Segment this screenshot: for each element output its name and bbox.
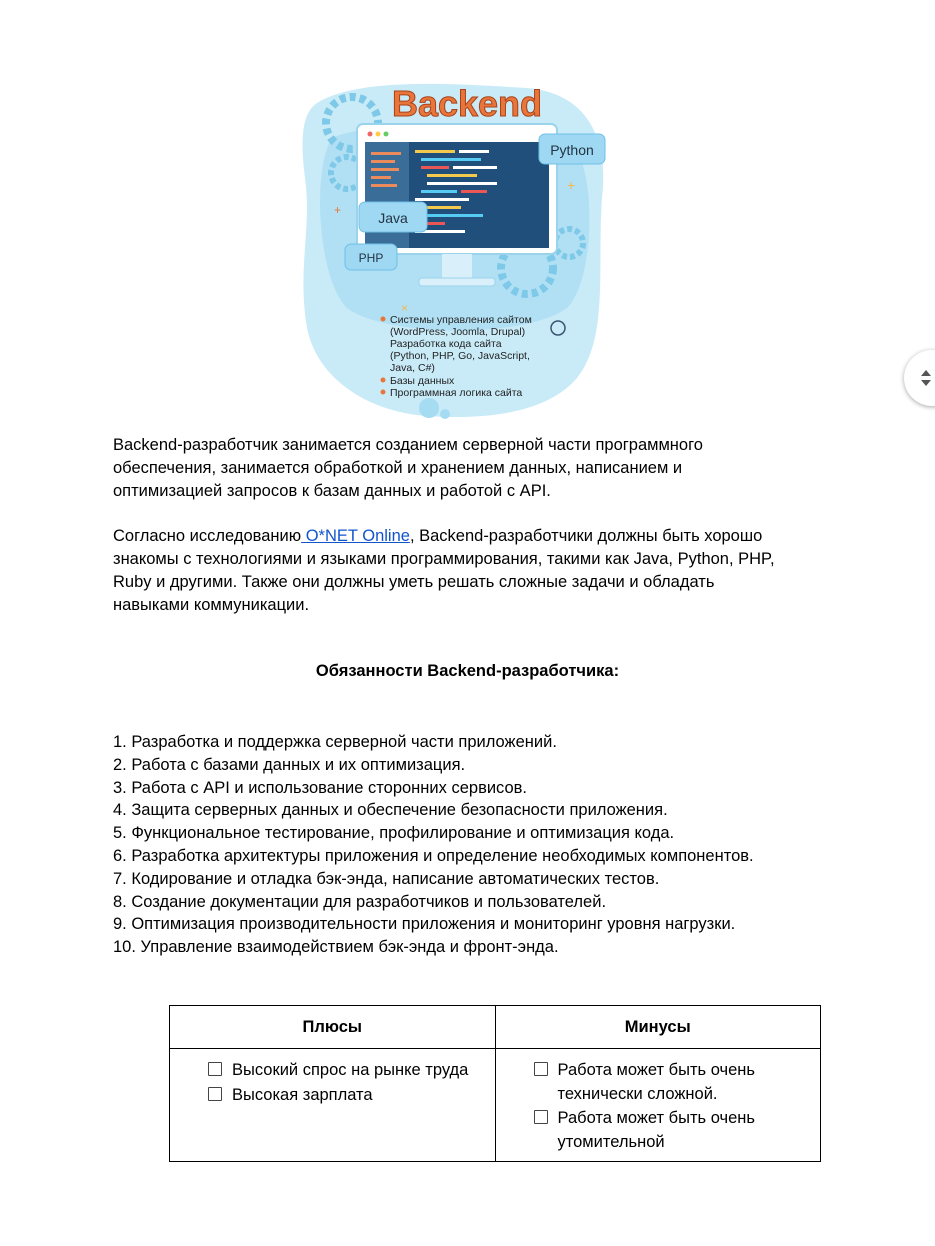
- chevron-down-icon: [921, 380, 931, 386]
- scroll-navigation-button[interactable]: [904, 350, 935, 406]
- checkbox[interactable]: [534, 1110, 548, 1124]
- cons-item: Работа может быть очень технически сложной.: [534, 1059, 815, 1106]
- list-item: 2. Работа с базами данных и их оптимизация.: [113, 755, 466, 774]
- checkbox[interactable]: [208, 1087, 222, 1101]
- list-item: 10. Управление взаимодействием бэк-энда и фронт-энда.: [113, 938, 559, 957]
- hero-bullets: [381, 314, 532, 399]
- svg-text:+: +: [334, 203, 342, 217]
- cons-cell: [495, 1049, 821, 1162]
- list-item: 8. Создание документации для разработчиков и пользователей.: [113, 892, 607, 911]
- pros-cell: [170, 1049, 496, 1162]
- cons-header: Минусы: [495, 1006, 821, 1049]
- duties-list: [113, 731, 833, 959]
- onet-online-link[interactable]: O*NET Online: [301, 527, 410, 545]
- pros-item: Высокая зарплата: [208, 1084, 489, 1108]
- pros-cons-table: [169, 1005, 821, 1162]
- svg-text:(Python, PHP, Go, JavaScript,: (Python, PHP, Go, JavaScript,: [390, 350, 530, 362]
- checkbox[interactable]: [534, 1062, 548, 1076]
- list-item: 9. Оптимизация производительности приложения и мониторинг уровня нагрузки.: [113, 915, 736, 934]
- svg-text:+: +: [567, 177, 576, 193]
- svg-text:Базы данных: Базы данных: [390, 375, 455, 387]
- chevron-up-icon: [921, 370, 931, 376]
- hero-title: Backend: [391, 83, 543, 124]
- list-item: 5. Функциональное тестирование, профилирование и оптимизация кода.: [113, 824, 675, 843]
- java-badge-label: Java: [378, 210, 408, 226]
- cons-item: Работа может быть очень утомительной: [534, 1107, 815, 1154]
- list-item: 7. Кодирование и отладка бэк-энда, написание автоматических тестов.: [113, 869, 660, 888]
- list-item: 4. Защита серверных данных и обеспечение безопасности приложения.: [113, 801, 668, 820]
- svg-text:Системы управления сайтом: Системы управления сайтом: [390, 314, 532, 326]
- php-badge-label: PHP: [358, 251, 384, 265]
- duties-heading: Обязанности Backend-разработчика:: [315, 662, 620, 680]
- list-item: 6. Разработка архитектуры приложения и определение необходимых компонентов.: [113, 846, 754, 865]
- list-item: 3. Работа с API и использование сторонних сервисов.: [113, 778, 528, 797]
- svg-text:Java, C#): Java, C#): [390, 362, 435, 374]
- backend-illustration: [297, 78, 610, 420]
- python-badge-label: Python: [550, 142, 594, 158]
- svg-text:Разработка кода сайта: Разработка кода сайта: [390, 338, 502, 350]
- monitor-stand: [419, 278, 495, 286]
- checkbox[interactable]: [208, 1062, 222, 1076]
- svg-text:(WordPress, Joomla, Drupal): (WordPress, Joomla, Drupal): [390, 326, 526, 338]
- backend-illustration-svg: [297, 78, 610, 420]
- pros-header: Плюсы: [170, 1006, 496, 1049]
- pros-item: Высокий спрос на рынке труда: [208, 1059, 489, 1083]
- research-paragraph: Согласно исследованию O*NET Online, Backend-разработчики должны быть хорошо знакомы с технологиями и языками программирования, такими как Java, Python, PHP, Ruby и другими. Также они должны уметь решать сложные задачи и обладать навыками коммуникации.: [113, 527, 775, 614]
- svg-text:×: ×: [401, 301, 409, 315]
- list-item: 1. Разработка и поддержка серверной части приложений.: [113, 733, 557, 751]
- svg-text:Программная логика сайта: Программная логика сайта: [390, 387, 523, 399]
- intro-paragraph: Backend-разработчик занимается созданием серверной части программного обеспечения, занимается обработкой и хранением данных, написанием и оптимизацией запросов к базам данных и работой с API.: [113, 436, 703, 500]
